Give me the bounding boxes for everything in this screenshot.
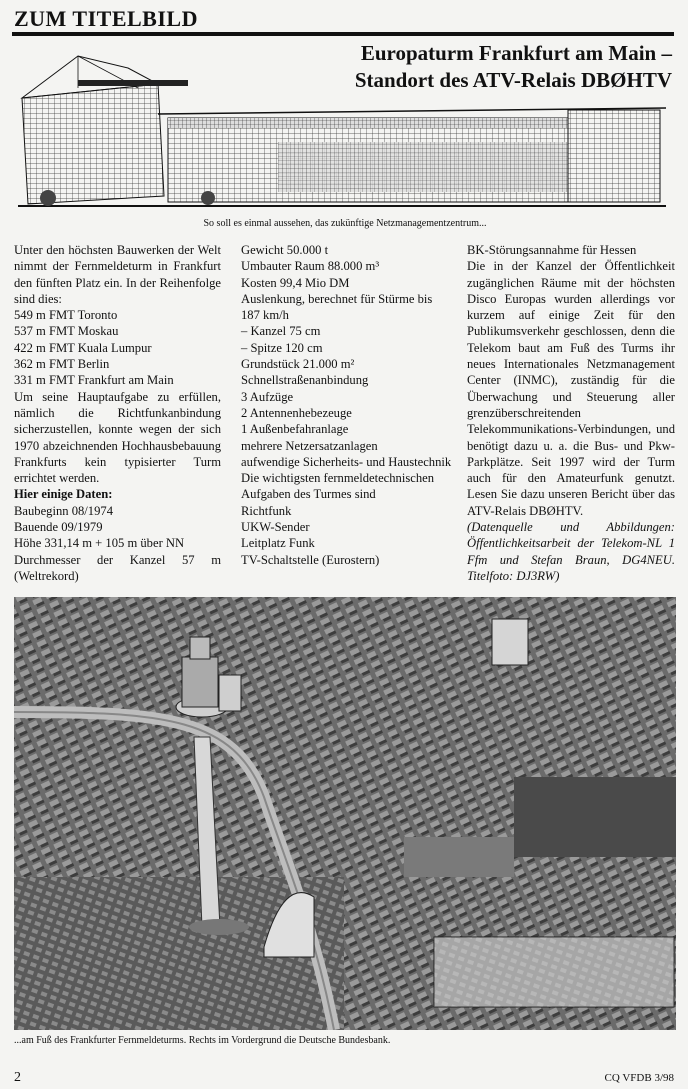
- data-item: Höhe 331,14 m + 105 m über NN: [14, 536, 185, 551]
- data-item: Bauende 09/1979: [14, 520, 103, 535]
- intro-paragraph: Unter den höchsten Bauwerken der Welt nimmt der Fernmeldeturm in Frankfurt den fünften Platz ein. In der Reihenfolge sind dies:: [14, 243, 221, 306]
- body-paragraph: Die in der Kanzel der Öffentlichkeit zugänglichen Räume mit der höchsten Disco Europas wurden allerdings vor kurzem auf einige Zeit für den Publikumsverkehr geschlossen, denn die Telekom baut am Fuß des Turms ihr neues Internationales Netzmanagement Center (INMC), zuständig für die Überwachung und Steuerung aller grenzüberschreitenden Telekommunikations-Verbindungen, und benötigt dazu u. a. die Bus- und Pkw-Parkplätze. Seit 1997 wird der Turm auch für den Amateurfunk genutzt. Lesen Sie dazu unseren Bericht über das ATV-Relais DBØHTV.: [467, 259, 675, 518]
- title-rule: [12, 32, 674, 36]
- data-line: Gewicht 50.000 t: [241, 243, 329, 257]
- data-line: Kosten 99,4 Mio DM: [241, 275, 350, 290]
- ranking-item: 331 m FMT Frankfurt am Main: [14, 373, 174, 388]
- data-line: 2 Antennenhebezeuge: [241, 405, 352, 420]
- data-line: – Kanzel 75 cm: [241, 324, 321, 339]
- ranking-item: 422 m FMT Kuala Lumpur: [14, 340, 152, 355]
- data-line: Leitplatz Funk: [241, 536, 315, 551]
- headline-line-1: Europaturm Frankfurt am Main –: [360, 41, 672, 65]
- data-heading: Hier einige Daten:: [14, 487, 113, 502]
- column-3: [467, 242, 675, 584]
- data-line: Umbauter Raum 88.000 m³: [241, 259, 380, 274]
- data-item: Durchmesser der Kanzel 57 m (Weltrekord): [14, 552, 221, 583]
- data-line: mehrere Netzersatzanlagen: [241, 438, 378, 453]
- data-line: aufwendige Sicherheits- und Haustechnik: [241, 454, 452, 469]
- text-line: BK-Störungsannahme für Hessen: [467, 243, 637, 257]
- column-1: [14, 242, 221, 584]
- data-line: – Spitze 120 cm: [241, 340, 323, 355]
- headline: [252, 40, 672, 94]
- page-number: 2: [14, 1070, 21, 1085]
- data-line: Die wichtigsten fernmeldetechnischen Aufgaben des Turmes sind: [241, 471, 435, 502]
- ranking-item: 549 m FMT Toronto: [14, 308, 118, 323]
- data-line: UKW-Sender: [241, 520, 310, 535]
- data-line: Grundstück 21.000 m²: [241, 357, 355, 372]
- data-line: TV-Schaltstelle (Eurostern): [241, 552, 380, 567]
- issue-label: CQ VFDB 3/98: [604, 1072, 674, 1084]
- data-line: 1 Außenbefahranlage: [241, 422, 349, 437]
- data-line: Richtfunk: [241, 503, 292, 518]
- ranking-item: 362 m FMT Berlin: [14, 357, 110, 372]
- top-figure-caption: So soll es einmal aussehen, das zukünftige Netzmanagementzentrum...: [203, 218, 487, 229]
- aerial-photo: [14, 597, 676, 1030]
- ranking-item: 537 m FMT Moskau: [14, 324, 119, 339]
- data-line: Schnellstraßenanbindung: [241, 373, 369, 388]
- headline-line-2: Standort des ATV-Relais DBØHTV: [354, 68, 672, 92]
- credits: (Datenquelle und Abbildungen: Öffentlichkeitsarbeit der Telekom-NL 1 Ffm und Stefan Braun, DG4NEU. Titelfoto: DJ3RW): [467, 520, 675, 583]
- data-line: 3 Aufzüge: [241, 389, 294, 404]
- mission-paragraph: Um seine Hauptaufgabe zu erfüllen, nämlich die Richtfunkanbindung sicherzustellen, konnte wegen der sich 1970 abzeichnenden Hochhausbebauung Frankfurts kein typisierter Turm errichtet werden.: [14, 389, 221, 486]
- data-line: Auslenkung, berechnet für Stürme bis 187 km/h: [241, 291, 433, 323]
- data-item: Baubeginn 08/1974: [14, 503, 113, 518]
- column-2: [241, 242, 453, 568]
- section-title: ZUM TITELBILD: [14, 6, 198, 31]
- photo-caption: ...am Fuß des Frankfurter Fernmeldeturms. Rechts im Vordergrund die Deutsche Bundesbank.: [14, 1035, 391, 1046]
- tower-ranking-list: [14, 307, 221, 388]
